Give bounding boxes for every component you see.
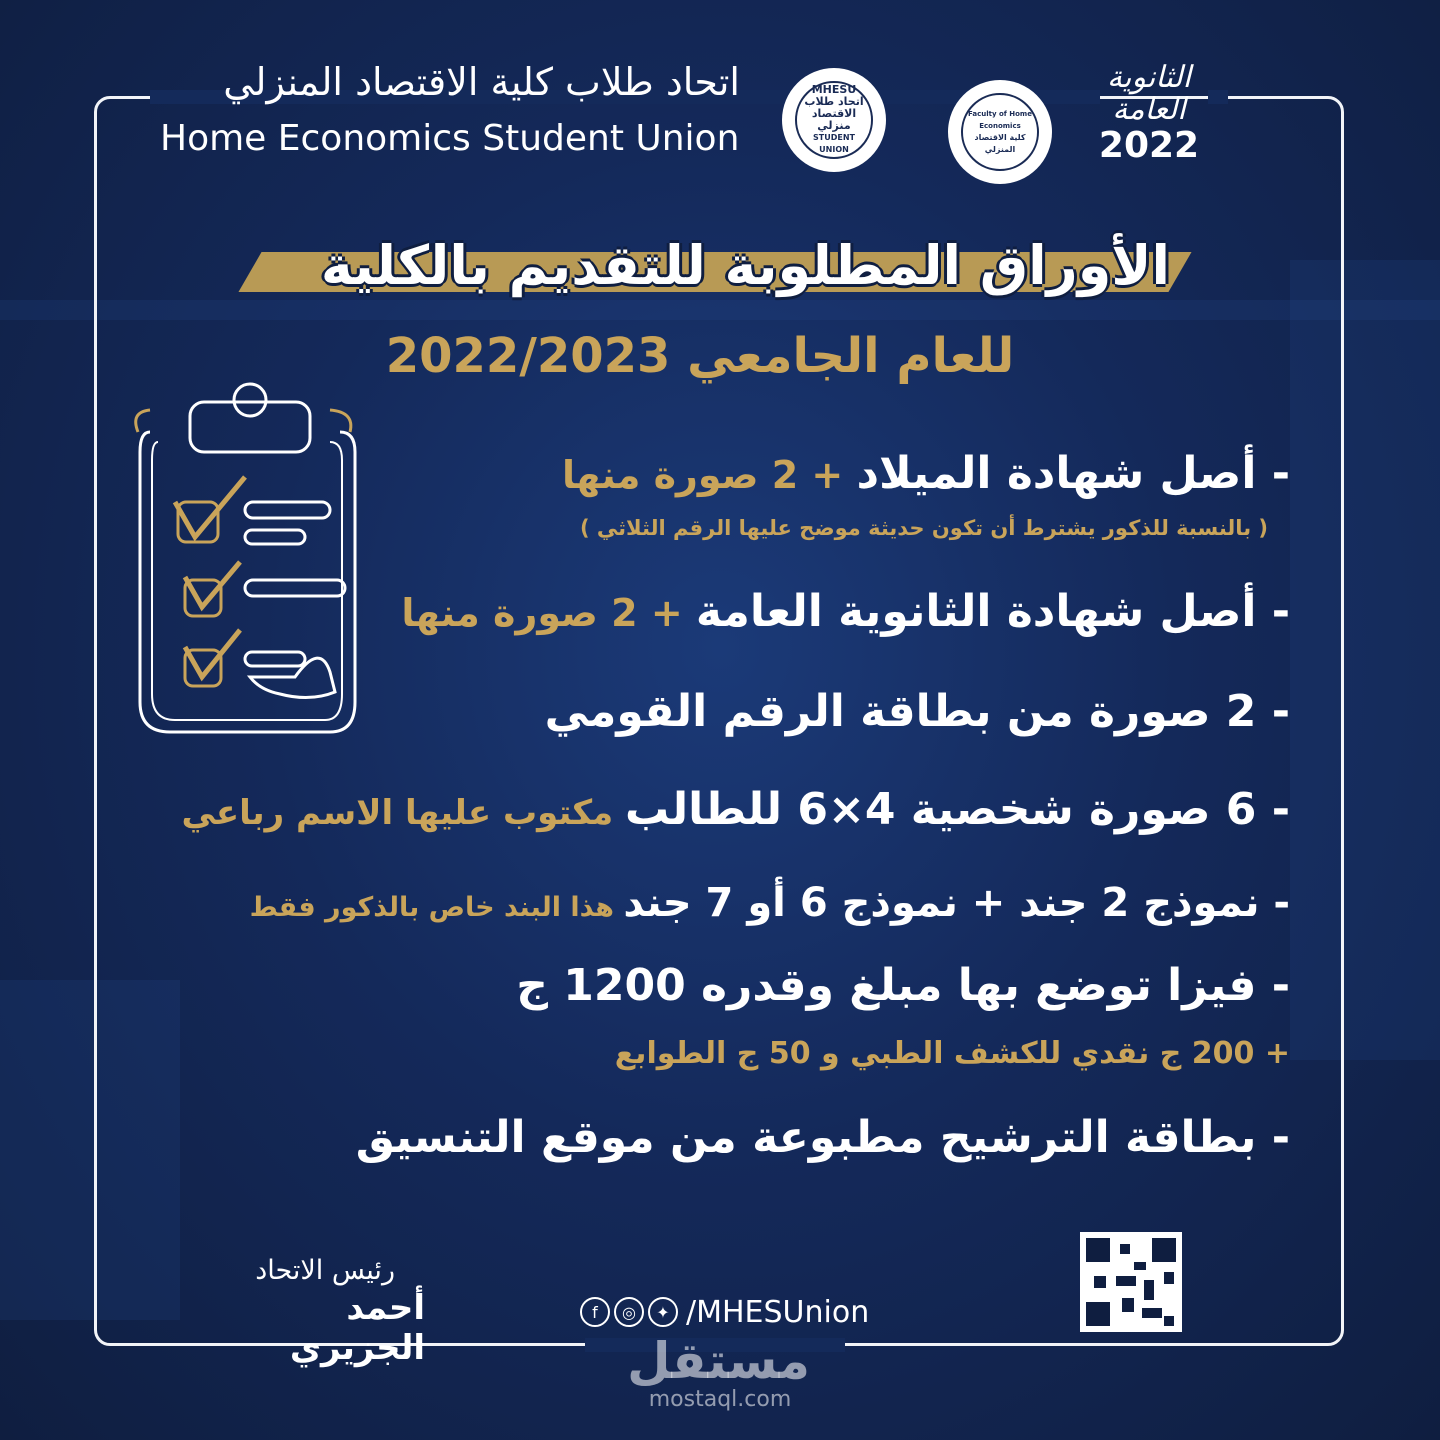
logo-arabic-text: الثانوية العامة bbox=[1107, 60, 1191, 127]
item-extra-text: + 2 صورة منها bbox=[401, 591, 696, 635]
item-extra-text: مكتوب عليها الاسم رباعي bbox=[181, 793, 626, 833]
mostaql-watermark bbox=[627, 1332, 810, 1413]
twitter-icon[interactable]: ✦ bbox=[648, 1297, 678, 1327]
social-links bbox=[580, 1294, 869, 1330]
item-main-text: - 6 صورة شخصية 4×6 للطالب bbox=[625, 784, 1290, 835]
clipboard-checklist-icon bbox=[130, 372, 370, 752]
requirement-item-7 bbox=[356, 1112, 1290, 1163]
requirement-item-4 bbox=[181, 784, 1290, 835]
page-title: الأوراق المطلوبة للتقديم بالكلية bbox=[320, 234, 1170, 297]
seal-text: STUDENT UNION bbox=[813, 133, 855, 154]
president-title: رئيس الاتحاد bbox=[255, 1255, 395, 1286]
seal-text: اتحاد طلاب bbox=[804, 95, 864, 108]
instagram-icon[interactable]: ◎ bbox=[614, 1297, 644, 1327]
fees-note: + 200 ج نقدي للكشف الطبي و 50 ج الطوابع bbox=[614, 1036, 1290, 1071]
seal-text: MHESU bbox=[811, 83, 857, 96]
union-name-english: Home Economics Student Union bbox=[160, 118, 740, 159]
requirement-item-3 bbox=[545, 686, 1290, 737]
seal-text: الاقتصاد منزلي bbox=[811, 107, 857, 132]
frame-gap bbox=[1208, 90, 1228, 104]
page-subtitle: للعام الجامعي 2022/2023 bbox=[385, 328, 1015, 384]
requirement-item-1 bbox=[562, 448, 1290, 499]
birth-certificate-note: ( بالنسبة للذكور يشترط أن تكون حديثة موضح عليها الرقم الثلاثي ) bbox=[580, 516, 1268, 540]
facebook-icon[interactable]: f bbox=[580, 1297, 610, 1327]
thanaweya-2022-logo bbox=[1090, 60, 1208, 166]
qr-code[interactable] bbox=[1080, 1232, 1182, 1332]
president-name: أحمد الجزيري bbox=[289, 1288, 425, 1368]
union-name-arabic: اتحاد طلاب كلية الاقتصاد المنزلي bbox=[223, 60, 740, 104]
item-main-text: - 2 صورة من بطاقة الرقم القومي bbox=[544, 686, 1290, 737]
item-main-text: - بطاقة الترشيح مطبوعة من موقع التنسيق bbox=[355, 1112, 1290, 1163]
social-handle[interactable]: /MHESUnion bbox=[686, 1294, 870, 1330]
requirement-item-2 bbox=[401, 586, 1290, 637]
item-main-text: - أصل شهادة الميلاد bbox=[856, 448, 1290, 499]
item-main-text: - نموذج 2 جند + نموذج 6 أو 7 جند bbox=[623, 880, 1290, 926]
watermark-arabic: مستقل bbox=[627, 1332, 810, 1390]
logo-year: 2022 bbox=[1098, 125, 1200, 166]
seal-text: Faculty of Home Economics bbox=[968, 110, 1032, 130]
item-main-text: - فيزا توضع بها مبلغ وقدره 1200 ج bbox=[516, 960, 1290, 1011]
seal-text: كلية الاقتصاد المنزلي bbox=[974, 133, 1026, 154]
student-union-seal bbox=[782, 68, 886, 172]
faculty-seal bbox=[948, 80, 1052, 184]
item-extra-text: + 2 صورة منها bbox=[561, 453, 857, 497]
watermark-url: mostaql.com bbox=[648, 1387, 792, 1412]
item-main-text: - أصل شهادة الثانوية العامة bbox=[695, 586, 1290, 637]
requirement-item-5 bbox=[250, 880, 1290, 926]
item-extra-text: هذا البند خاص بالذكور فقط bbox=[249, 892, 624, 923]
requirement-item-6 bbox=[516, 960, 1290, 1011]
